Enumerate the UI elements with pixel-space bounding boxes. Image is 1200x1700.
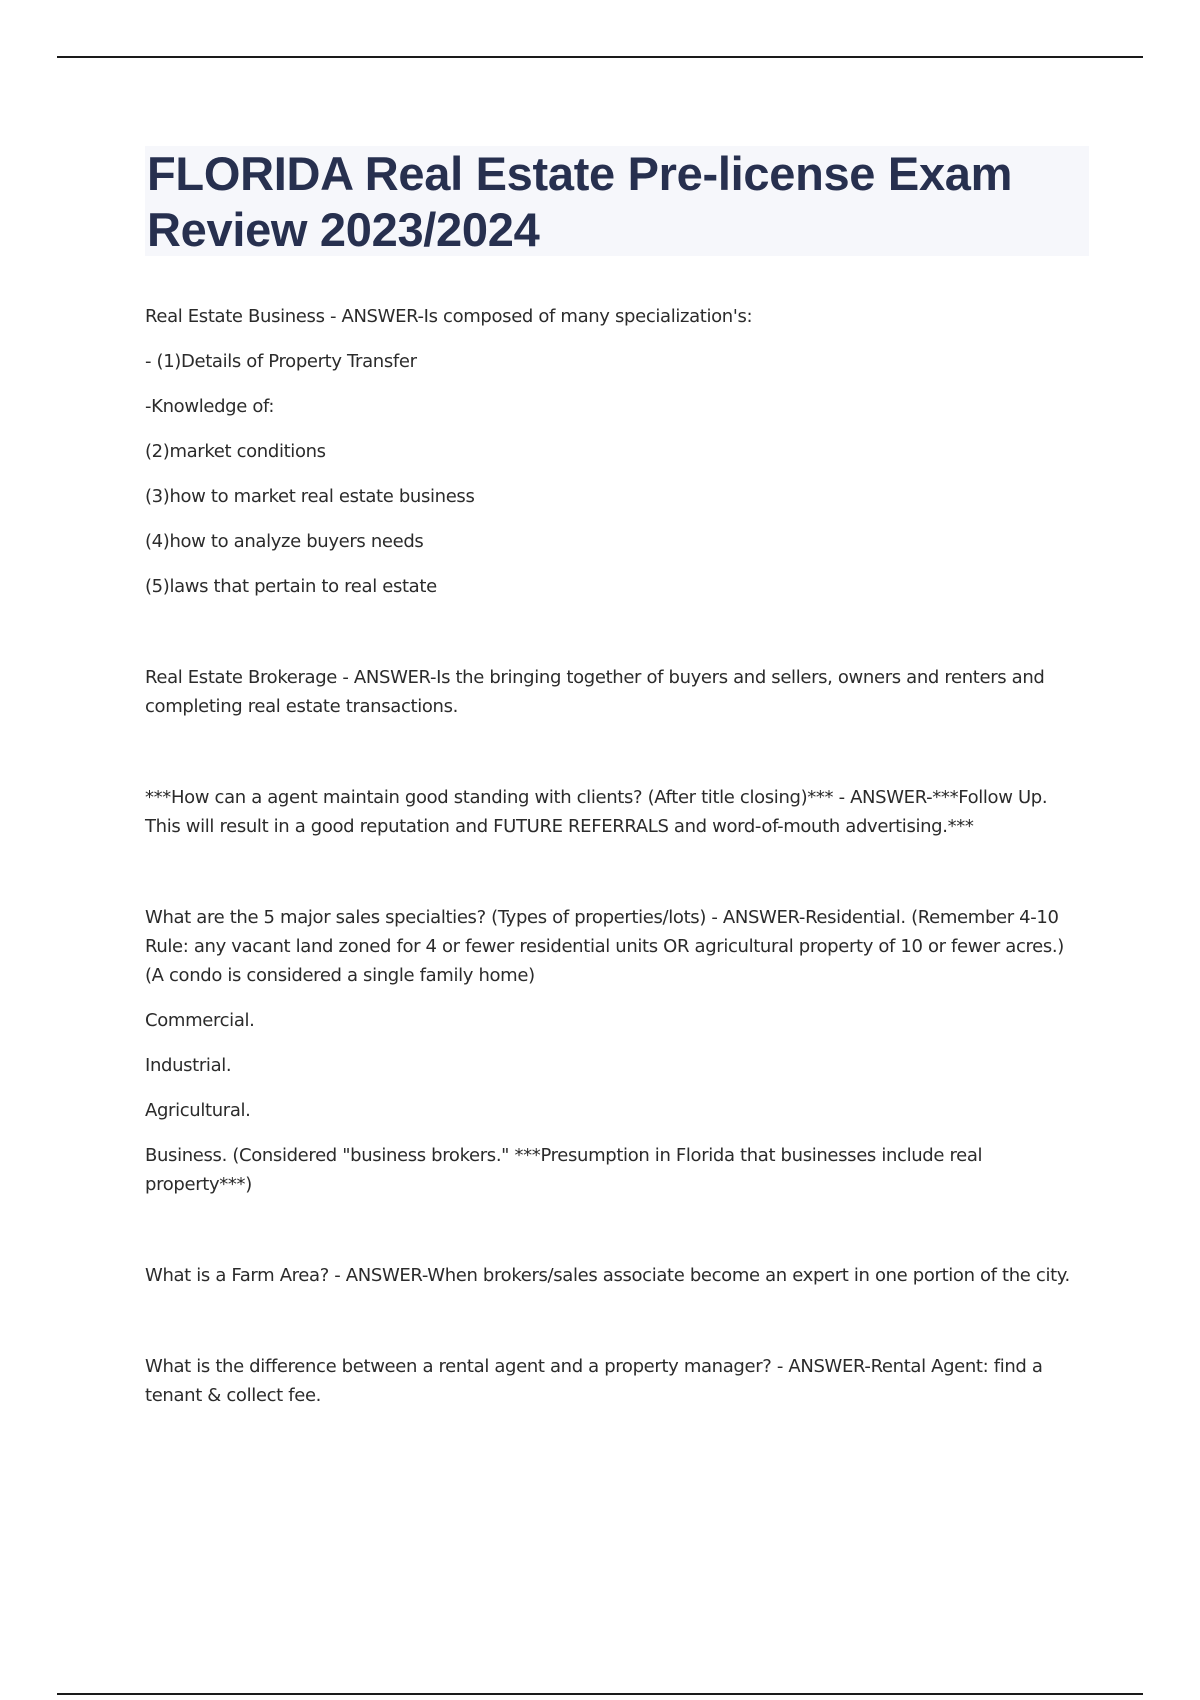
- qa-agent-good-standing: ***How can a agent maintain good standing with clients? (After title closing)*** - ANSWER-***Follow Up. This will result in a good reputation and FUTURE REFERRALS and word-of-mouth advertising.***: [145, 787, 1048, 837]
- title-block: [145, 146, 1089, 256]
- bottom-rule: [57, 1693, 1143, 1695]
- list-item: Agricultural.: [145, 1100, 251, 1121]
- list-item: Business. (Considered "business brokers." ***Presumption in Florida that businesses include real property***): [145, 1145, 983, 1195]
- qa-rental-agent-vs-property-manager: What is the difference between a rental agent and a property manager? - ANSWER-Rental Agent: find a tenant & collect fee.: [145, 1356, 1043, 1406]
- qa-major-sales-specialties: What are the 5 major sales specialties? (Types of properties/lots) - ANSWER-Residential. (Remember 4-10 Rule: any vacant land zoned for 4 or fewer residential units OR agricultural property of 10 or fewer acres.)(A condo is considered a single family home): [145, 907, 1064, 986]
- qa-real-estate-brokerage: Real Estate Brokerage - ANSWER-Is the bringing together of buyers and sellers, owners and renters and completing real estate transactions.: [145, 667, 1045, 717]
- list-item: Commercial.: [145, 1010, 255, 1031]
- list-item: (5)laws that pertain to real estate: [145, 576, 437, 597]
- list-item: (2)market conditions: [145, 441, 326, 462]
- top-rule: [57, 56, 1143, 58]
- list-item: Industrial.: [145, 1055, 232, 1076]
- document-body: [145, 302, 1080, 1426]
- list-item: - (1)Details of Property Transfer: [145, 351, 417, 372]
- qa-farm-area: What is a Farm Area? - ANSWER-When brokers/sales associate become an expert in one portion of the city.: [145, 1265, 1070, 1286]
- qa-question-real-estate-business: Real Estate Business - ANSWER-Is composed of many specialization's:: [145, 306, 753, 327]
- list-item: (3)how to market real estate business: [145, 486, 475, 507]
- title-line-1: FLORIDA Real Estate Pre-license Exam: [147, 147, 1013, 200]
- title-line-2: Review 2023/2024: [147, 203, 540, 256]
- document-title: [145, 146, 1089, 258]
- list-item: (4)how to analyze buyers needs: [145, 531, 424, 552]
- list-item: -Knowledge of:: [145, 396, 275, 417]
